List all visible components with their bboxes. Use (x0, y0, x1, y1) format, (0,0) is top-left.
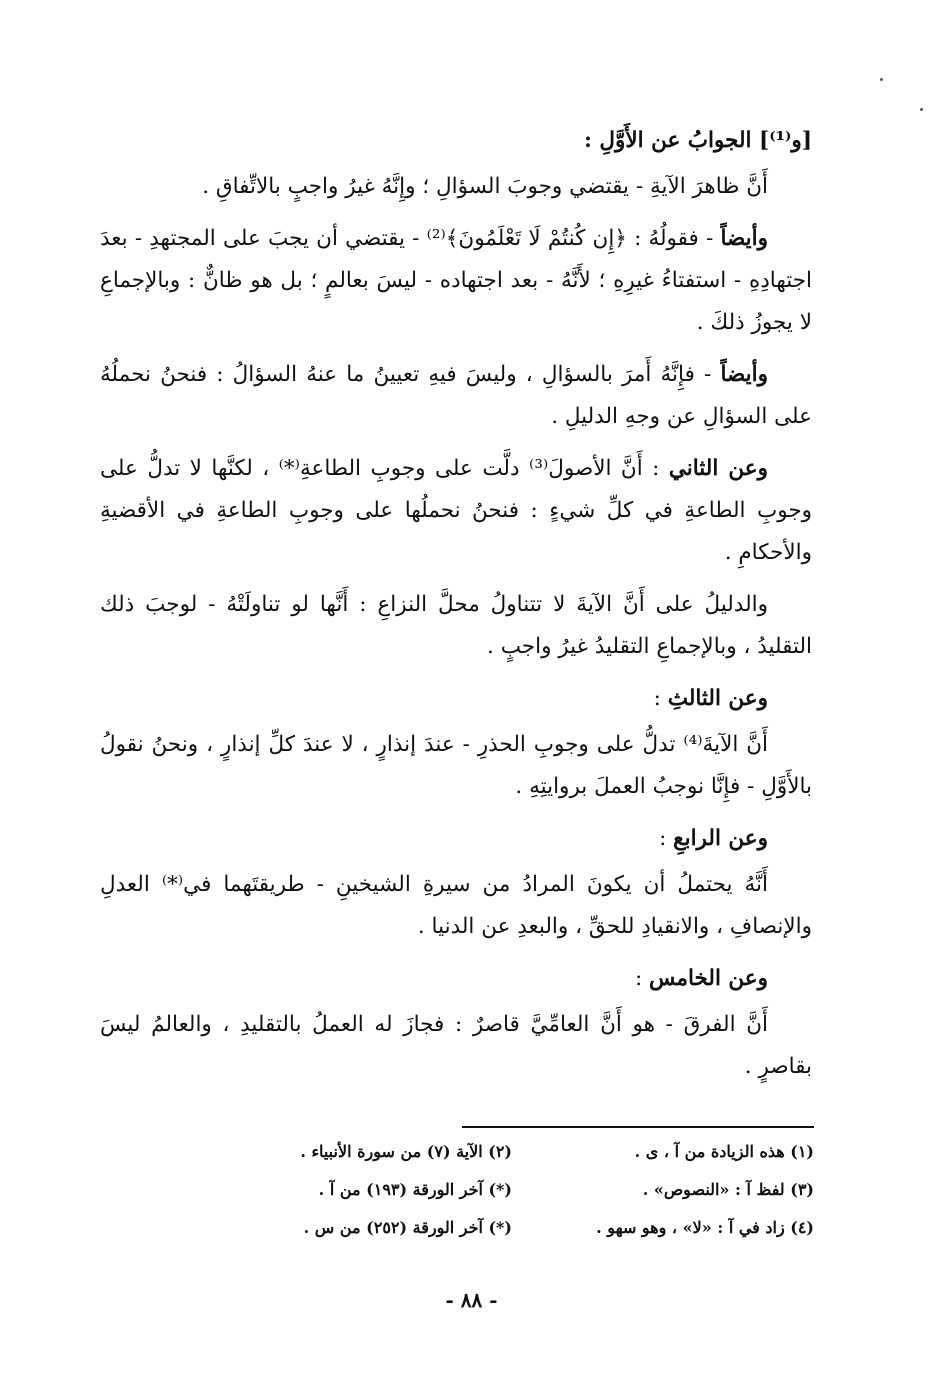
section-heading: [و⁽¹⁾] الجوابُ عن الأَوَّلِ : (583, 128, 812, 153)
paragraph-11 (100, 1004, 812, 1088)
subheading-third (100, 678, 812, 720)
footnote-star-2: (*) آخر الورقة (٢٥٢) من س . (303, 1218, 512, 1237)
footnote-4: (٤) زاد في آ : «لا» ، وهو سهو . (596, 1218, 814, 1237)
footnote-rule (462, 1126, 814, 1128)
page-number: - ٨٨ - (445, 1288, 498, 1312)
footnote-star-1: (*) آخر الورقة (١٩٣) من آ . (318, 1180, 512, 1199)
footnote-2: (٢) الآية (٧) من سورة الأنبياء . (300, 1142, 512, 1161)
paragraph-text: أَنَّ الآيةَ⁽⁴⁾ تدلُّ على وجوبِ الحذرِ - عندَ إنذارٍ ، لا عندَ كلِّ إنذارٍ ، ونحنُ نقولُ بالأَوَّلِ - فإِنَّا نوجبُ العملَ بروايتِهِ . (100, 732, 812, 799)
paragraph-9 (100, 864, 812, 948)
subheading-fourth (100, 818, 812, 860)
paragraph-lead: وعن الثاني (668, 456, 769, 481)
subheading-colon: : (659, 826, 674, 851)
paragraph-7 (100, 724, 812, 808)
footnote-1: (١) هذه الزيادة من آ ، ى . (634, 1142, 814, 1161)
main-text (100, 120, 812, 1098)
paragraph-text: - فقولُهُ : ﴿إِن كُنتُمْ لَا تَعْلَمُونَ﴾⁽²⁾ - يقتضي أن يجبَ على المجتهدِ - بعدَ اجتهادِهِ - استفتاءُ غيرِهِ ؛ لأَنَّهُ - بعد اجتهاده - ليسَ بعالمٍ ؛ بل هو ظانٌّ : وبالإجماعِ لا يجوزُ ذلكَ . (100, 226, 812, 335)
scan-speck (920, 108, 923, 111)
paragraph-3 (100, 354, 812, 438)
paragraph-1 (100, 166, 812, 208)
footnotes (230, 1140, 814, 1240)
subheading-lead: وعن الرابعِ (673, 826, 768, 851)
paragraph-text: والدليلُ على أَنَّ الآيةَ لا تتناولُ محلَّ النزاعِ : أَنَّها لو تناولَتْهُ - لوجبَ ذلك التقليدُ ، وبالإجماعِ التقليدُ غيرُ واجبٍ . (100, 592, 812, 659)
subheading-lead: وعن الثالثِ (667, 686, 768, 711)
subheading-colon: : (653, 686, 668, 711)
paragraph-text: أَنَّ ظاهرَ الآيةِ - يقتضي وجوبَ السؤالِ ؛ وإِنَّهُ غيرُ واجبٍ بالاتِّفاقِ . (202, 174, 768, 199)
paragraph-text: - فإِنَّهُ أَمرَ بالسؤالِ ، وليسَ فيهِ تعيينُ ما عنهُ السؤالُ : فنحنُ نحملُهُ على السؤالِ عن وجهِ الدليلِ . (100, 362, 812, 429)
paragraph-text: أَنَّهُ يحتملُ أن يكونَ المرادُ من سيرةِ الشيخينِ - طريقتَهما في⁽*⁾ العدلِ والإنصافِ ، والانقيادِ للحقِّ ، والبعدِ عن الدنيا . (100, 872, 812, 939)
paragraph-text: أَنَّ الفرقَ - هو أَنَّ العامِّيَّ قاصرٌ : فجازَ له العملُ بالتقليدِ ، والعالمُ ليسَ بقاصرٍ . (100, 1012, 812, 1079)
scan-speck (880, 78, 883, 81)
subheading-colon: : (634, 966, 650, 991)
paragraph-lead: وأيضاً (720, 226, 768, 251)
paragraph-4 (100, 448, 812, 574)
subheading-lead: وعن الخامس (649, 966, 768, 991)
paragraph-lead: وأيضاً (720, 362, 768, 387)
paragraph-5 (100, 584, 812, 668)
paragraph-2 (100, 218, 812, 344)
subheading-fifth (100, 958, 812, 1000)
paragraph-text: : أَنَّ الأصولَ⁽³⁾ دلَّت على وجوبِ الطاعةِ⁽*⁾ ، لكنَّها لا تدلُّ على وجوبِ الطاعةِ في كلِّ شيءٍ : فنحنُ نحملُها على وجوبِ الطاعةِ في الأقضيةِ والأحكامِ . (100, 456, 812, 565)
footnote-3: (٣) لفظ آ : «النصوص» . (642, 1180, 814, 1199)
